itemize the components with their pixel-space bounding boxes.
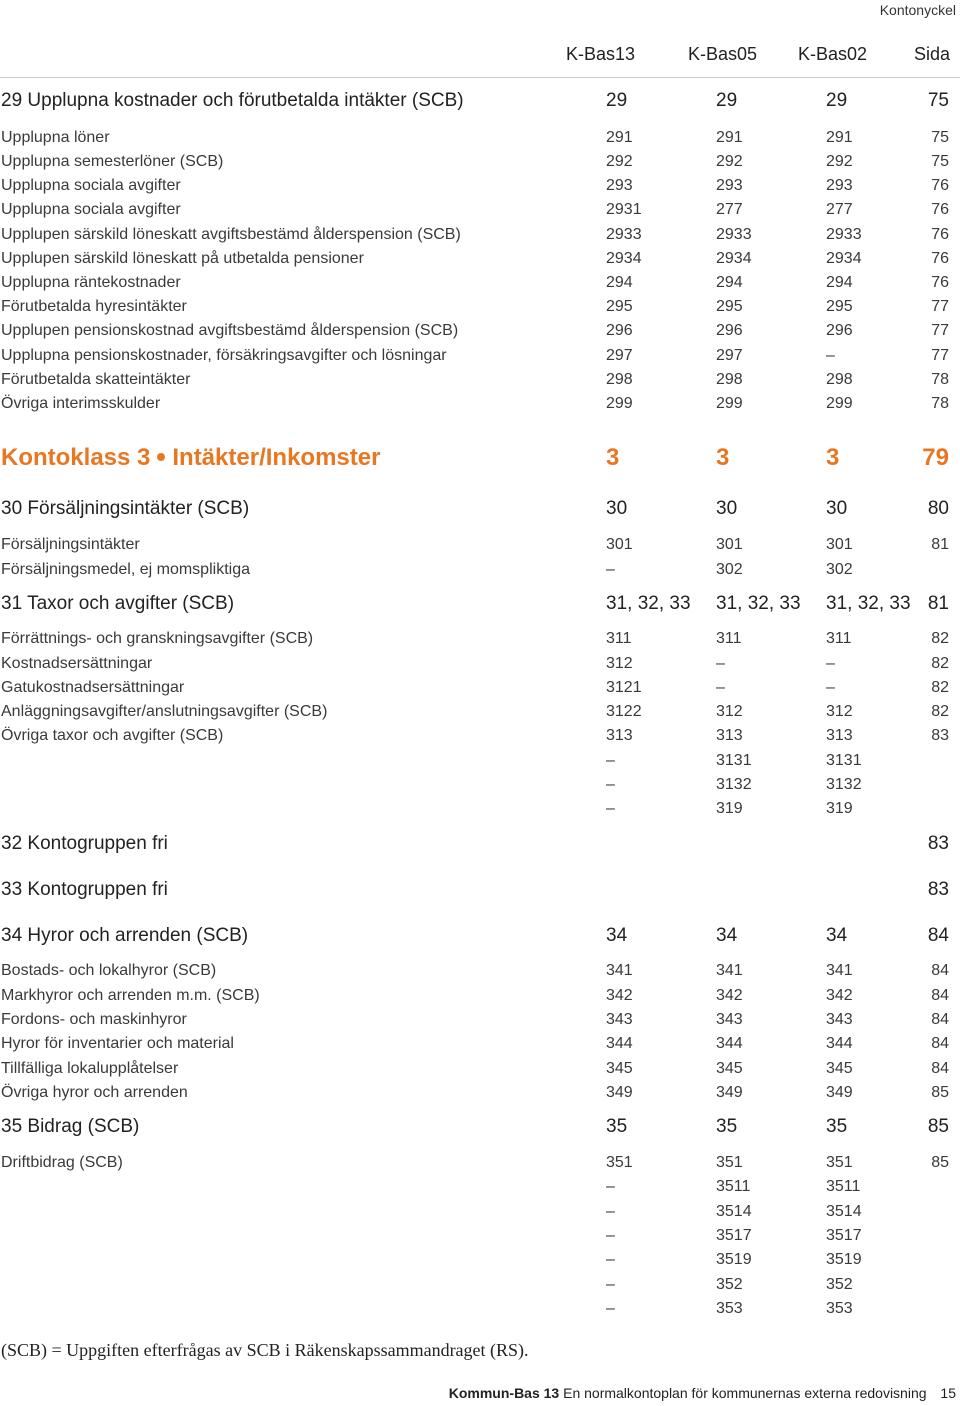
account-row — [0, 727, 960, 749]
code-k-bas13: – — [606, 800, 615, 817]
code-k-bas02: 301 — [826, 536, 853, 553]
page-number: 76 — [931, 226, 949, 243]
account-label: 35 Bidrag (SCB) — [1, 1116, 140, 1137]
account-label: Fordons- och maskinhyror — [1, 1011, 187, 1028]
group-row — [0, 90, 960, 116]
code-k-bas13: 30 — [606, 498, 628, 519]
account-row — [0, 1154, 960, 1176]
code-k-bas02: 312 — [826, 703, 853, 720]
account-label: Upplupen särskild löneskatt avgiftsbestämd ålderspension (SCB) — [1, 226, 461, 243]
column-k-bas05: K-Bas05 — [688, 44, 758, 64]
running-head: Kontonyckel — [879, 2, 956, 18]
account-label: Tillfälliga lokalupplåtelser — [1, 1060, 179, 1077]
code-k-bas05: 353 — [716, 1300, 743, 1317]
page-number: 79 — [922, 444, 949, 471]
page-number: 76 — [931, 274, 949, 291]
account-row — [0, 1203, 960, 1225]
code-k-bas05: 312 — [716, 703, 743, 720]
account-row — [0, 776, 960, 798]
code-k-bas05: 352 — [716, 1276, 743, 1293]
page-number: 78 — [931, 371, 949, 388]
code-k-bas13: 295 — [606, 298, 633, 315]
code-k-bas02: 351 — [826, 1154, 853, 1171]
code-k-bas13: 344 — [606, 1035, 633, 1052]
account-row — [0, 536, 960, 558]
code-k-bas05: 298 — [716, 371, 743, 388]
account-row — [0, 129, 960, 151]
code-k-bas02: 319 — [826, 800, 853, 817]
account-label: Förrättnings- och granskningsavgifter (SCB) — [1, 630, 314, 647]
page-number: 83 — [927, 879, 949, 900]
account-row — [0, 679, 960, 701]
account-label: Kostnadsersättningar — [1, 655, 153, 672]
header-divider — [0, 77, 960, 78]
account-label — [1, 444, 380, 472]
account-label: Upplupna löner — [1, 129, 110, 146]
code-k-bas13: 345 — [606, 1060, 633, 1077]
code-k-bas13: – — [606, 561, 615, 578]
code-k-bas05: 344 — [716, 1035, 743, 1052]
group-row — [0, 498, 960, 524]
code-k-bas13: 35 — [606, 1116, 628, 1137]
code-k-bas13: – — [606, 1276, 615, 1293]
account-row — [0, 987, 960, 1009]
code-k-bas13: 294 — [606, 274, 633, 291]
code-k-bas13: – — [606, 1251, 615, 1268]
code-k-bas02: 296 — [826, 322, 853, 339]
code-k-bas05: 349 — [716, 1084, 743, 1101]
account-row — [0, 630, 960, 652]
code-k-bas05: 31, 32, 33 — [716, 593, 801, 614]
code-k-bas05: 2934 — [716, 250, 752, 267]
code-k-bas13: 31, 32, 33 — [606, 593, 691, 614]
code-k-bas05: 302 — [716, 561, 743, 578]
code-k-bas02: 29 — [826, 90, 848, 111]
account-label: Upplupen särskild löneskatt på utbetalda pensioner — [1, 250, 364, 267]
account-label: 33 Kontogruppen fri — [1, 879, 168, 900]
page-number: 75 — [931, 153, 949, 170]
account-row — [0, 1227, 960, 1249]
page-number: 85 — [931, 1154, 949, 1171]
code-k-bas13: 2931 — [606, 201, 642, 218]
code-k-bas05: 294 — [716, 274, 743, 291]
account-row — [0, 1060, 960, 1082]
account-label: Anläggningsavgifter/anslutningsavgifter (SCB) — [1, 703, 328, 720]
code-k-bas05: 3 — [716, 444, 730, 471]
code-k-bas05: 297 — [716, 347, 743, 364]
account-label: Upplupna räntekostnader — [1, 274, 181, 291]
code-k-bas02: 2933 — [826, 226, 862, 243]
code-k-bas02: 34 — [826, 925, 848, 946]
column-header — [0, 44, 960, 68]
page-number: 82 — [931, 630, 949, 647]
code-k-bas02: 3131 — [826, 752, 862, 769]
column-k-bas02: K-Bas02 — [798, 44, 868, 64]
code-k-bas13: 29 — [606, 90, 628, 111]
code-k-bas13: 298 — [606, 371, 633, 388]
code-k-bas02: 295 — [826, 298, 853, 315]
code-k-bas05: 343 — [716, 1011, 743, 1028]
code-k-bas02: 293 — [826, 177, 853, 194]
code-k-bas05: 3514 — [716, 1203, 752, 1220]
code-k-bas02: 345 — [826, 1060, 853, 1077]
code-k-bas13: 312 — [606, 655, 633, 672]
code-k-bas02: 277 — [826, 201, 853, 218]
account-row — [0, 1276, 960, 1298]
code-k-bas05: 2933 — [716, 226, 752, 243]
code-k-bas13: 311 — [606, 630, 632, 647]
code-k-bas13: – — [606, 1227, 615, 1244]
page-number: 82 — [931, 703, 949, 720]
code-k-bas13: – — [606, 1178, 615, 1195]
account-label: Förutbetalda hyresintäkter — [1, 298, 187, 315]
group-row — [0, 833, 960, 859]
code-k-bas02: 3132 — [826, 776, 862, 793]
account-label: Upplupen pensionskostnad avgiftsbestämd ålderspension (SCB) — [1, 322, 459, 339]
code-k-bas02: 353 — [826, 1300, 853, 1317]
code-k-bas13: 299 — [606, 395, 633, 412]
code-k-bas13: 34 — [606, 925, 628, 946]
code-k-bas02: 292 — [826, 153, 853, 170]
account-label: Gatukostnadsersättningar — [1, 679, 185, 696]
account-row — [0, 1300, 960, 1322]
account-row — [0, 298, 960, 320]
page-number: 84 — [931, 1060, 949, 1077]
footer-subtitle: En normalkontoplan för kommunernas externa redovisning — [563, 1385, 927, 1401]
account-row — [0, 226, 960, 248]
code-k-bas05: 301 — [716, 536, 743, 553]
code-k-bas13: 313 — [606, 727, 633, 744]
code-k-bas05: 296 — [716, 322, 743, 339]
page-number: 76 — [931, 250, 949, 267]
code-k-bas02: – — [826, 347, 835, 364]
code-k-bas13: 343 — [606, 1011, 633, 1028]
account-row — [0, 274, 960, 296]
code-k-bas05: 351 — [716, 1154, 743, 1171]
code-k-bas13: 297 — [606, 347, 633, 364]
class-heading-row — [0, 444, 960, 474]
code-k-bas05: 3519 — [716, 1251, 752, 1268]
page-number: 75 — [931, 129, 949, 146]
account-label: Upplupna sociala avgifter — [1, 201, 181, 218]
page-number: 84 — [931, 1035, 949, 1052]
class-number: Kontoklass 3 — [1, 444, 151, 471]
code-k-bas13: 291 — [606, 129, 633, 146]
code-k-bas13: 349 — [606, 1084, 633, 1101]
column-k-bas13: K-Bas13 — [566, 44, 636, 64]
code-k-bas13: – — [606, 1203, 615, 1220]
code-k-bas05: 291 — [716, 129, 743, 146]
account-label: Driftbidrag (SCB) — [1, 1154, 123, 1171]
account-row — [0, 1084, 960, 1106]
code-k-bas13: 3 — [606, 444, 620, 471]
account-label: Försäljningsmedel, ej momspliktiga — [1, 561, 250, 578]
code-k-bas02: 30 — [826, 498, 848, 519]
code-k-bas13: 3122 — [606, 703, 642, 720]
code-k-bas05: 342 — [716, 987, 743, 1004]
code-k-bas05: 3517 — [716, 1227, 752, 1244]
page-number: 81 — [927, 593, 949, 614]
code-k-bas05: 341 — [716, 962, 743, 979]
code-k-bas05: 3511 — [716, 1178, 751, 1195]
group-row — [0, 879, 960, 905]
account-row — [0, 250, 960, 272]
code-k-bas05: 293 — [716, 177, 743, 194]
account-row — [0, 1178, 960, 1200]
code-k-bas13: 341 — [606, 962, 633, 979]
account-label: 32 Kontogruppen fri — [1, 833, 168, 854]
code-k-bas02: 294 — [826, 274, 853, 291]
code-k-bas13: 301 — [606, 536, 633, 553]
code-k-bas02: – — [826, 655, 835, 672]
account-row — [0, 395, 960, 417]
code-k-bas02: 302 — [826, 561, 853, 578]
class-name: Intäkter/Inkomster — [172, 444, 381, 471]
group-row — [0, 1116, 960, 1142]
code-k-bas02: 3519 — [826, 1251, 862, 1268]
code-k-bas05: 299 — [716, 395, 743, 412]
account-row — [0, 201, 960, 223]
code-k-bas02: 3511 — [826, 1178, 861, 1195]
code-k-bas02: 349 — [826, 1084, 853, 1101]
page-number: 78 — [931, 395, 949, 412]
code-k-bas13: 296 — [606, 322, 633, 339]
code-k-bas02: 3 — [826, 444, 840, 471]
code-k-bas05: 35 — [716, 1116, 738, 1137]
footer-book-title: Kommun-Bas 13 — [448, 1385, 560, 1401]
code-k-bas13: – — [606, 752, 615, 769]
code-k-bas02: 313 — [826, 727, 853, 744]
account-row — [0, 322, 960, 344]
account-row — [0, 371, 960, 393]
account-row — [0, 703, 960, 725]
code-k-bas02: 3514 — [826, 1203, 862, 1220]
code-k-bas02: 344 — [826, 1035, 853, 1052]
code-k-bas02: 35 — [826, 1116, 848, 1137]
code-k-bas05: 311 — [716, 630, 742, 647]
account-row — [0, 1251, 960, 1273]
account-label: Upplupna semesterlöner (SCB) — [1, 153, 224, 170]
code-k-bas05: 295 — [716, 298, 743, 315]
page-number: 81 — [931, 536, 949, 553]
account-row — [0, 177, 960, 199]
code-k-bas02: 342 — [826, 987, 853, 1004]
code-k-bas05: 3131 — [716, 752, 752, 769]
page-number: 77 — [931, 347, 949, 364]
page-number: 83 — [931, 727, 949, 744]
account-row — [0, 561, 960, 583]
bullet-icon — [157, 453, 165, 461]
code-k-bas05: 277 — [716, 201, 743, 218]
code-k-bas02: 352 — [826, 1276, 853, 1293]
account-label: 30 Försäljningsintäkter (SCB) — [1, 498, 250, 519]
account-row — [0, 800, 960, 822]
account-label: Markhyror och arrenden m.m. (SCB) — [1, 987, 260, 1004]
page-number: 82 — [931, 679, 949, 696]
code-k-bas05: – — [716, 655, 725, 672]
group-row — [0, 925, 960, 951]
code-k-bas05: 313 — [716, 727, 743, 744]
code-k-bas05: 292 — [716, 153, 743, 170]
account-label: Hyror för inventarier och material — [1, 1035, 234, 1052]
page-footer — [449, 1385, 956, 1401]
page-number: 76 — [931, 201, 949, 218]
account-row — [0, 1011, 960, 1033]
code-k-bas02: 299 — [826, 395, 853, 412]
account-label: 31 Taxor och avgifter (SCB) — [1, 593, 235, 614]
code-k-bas05: 345 — [716, 1060, 743, 1077]
page-number: 84 — [931, 987, 949, 1004]
account-label: Upplupna pensionskostnader, försäkringsavgifter och lösningar — [1, 347, 447, 364]
page-number: 84 — [927, 925, 949, 946]
account-label: 34 Hyror och arrenden (SCB) — [1, 925, 249, 946]
code-k-bas02: – — [826, 679, 835, 696]
account-row — [0, 752, 960, 774]
footnote: (SCB) = Uppgiften efterfrågas av SCB i Räkenskapssammandraget (RS). — [1, 1340, 529, 1360]
page-number: 77 — [931, 298, 949, 315]
code-k-bas02: 291 — [826, 129, 853, 146]
account-label: Försäljningsintäkter — [1, 536, 140, 553]
page-number: 80 — [927, 498, 949, 519]
code-k-bas02: 3517 — [826, 1227, 862, 1244]
account-label: Övriga hyror och arrenden — [1, 1084, 188, 1101]
code-k-bas13: – — [606, 776, 615, 793]
account-label: Upplupna sociala avgifter — [1, 177, 181, 194]
footer-page-number: 15 — [940, 1385, 956, 1401]
page-number: 84 — [931, 962, 949, 979]
code-k-bas13: 351 — [606, 1154, 633, 1171]
code-k-bas13: 293 — [606, 177, 633, 194]
code-k-bas02: 341 — [826, 962, 853, 979]
account-label: Övriga interimsskulder — [1, 395, 161, 412]
code-k-bas13: 2933 — [606, 226, 642, 243]
code-k-bas13: – — [606, 1300, 615, 1317]
code-k-bas05: 34 — [716, 925, 738, 946]
code-k-bas02: 31, 32, 33 — [826, 593, 911, 614]
page-number: 84 — [931, 1011, 949, 1028]
page-number: 85 — [931, 1084, 949, 1101]
account-label: Förutbetalda skatteintäkter — [1, 371, 191, 388]
code-k-bas05: 30 — [716, 498, 738, 519]
code-k-bas02: 343 — [826, 1011, 853, 1028]
code-k-bas05: 319 — [716, 800, 743, 817]
code-k-bas05: 29 — [716, 90, 738, 111]
page-number: 75 — [927, 90, 949, 111]
code-k-bas05: 3132 — [716, 776, 752, 793]
account-row — [0, 962, 960, 984]
code-k-bas05: – — [716, 679, 725, 696]
code-k-bas13: 342 — [606, 987, 633, 1004]
code-k-bas13: 2934 — [606, 250, 642, 267]
account-label: 29 Upplupna kostnader och förutbetalda intäkter (SCB) — [1, 90, 464, 111]
code-k-bas02: 298 — [826, 371, 853, 388]
code-k-bas02: 2934 — [826, 250, 862, 267]
account-row — [0, 153, 960, 175]
account-row — [0, 655, 960, 677]
code-k-bas13: 3121 — [606, 679, 642, 696]
code-k-bas13: 292 — [606, 153, 633, 170]
page-number: 82 — [931, 655, 949, 672]
account-row — [0, 1035, 960, 1057]
code-k-bas02: 311 — [826, 630, 852, 647]
account-label: Övriga taxor och avgifter (SCB) — [1, 727, 224, 744]
page-number: 77 — [931, 322, 949, 339]
page-number: 83 — [927, 833, 949, 854]
page-number: 76 — [931, 177, 949, 194]
group-row — [0, 593, 960, 619]
account-label: Bostads- och lokalhyror (SCB) — [1, 962, 217, 979]
column-sida: Sida — [914, 44, 951, 64]
account-row — [0, 347, 960, 369]
page-number: 85 — [927, 1116, 949, 1137]
